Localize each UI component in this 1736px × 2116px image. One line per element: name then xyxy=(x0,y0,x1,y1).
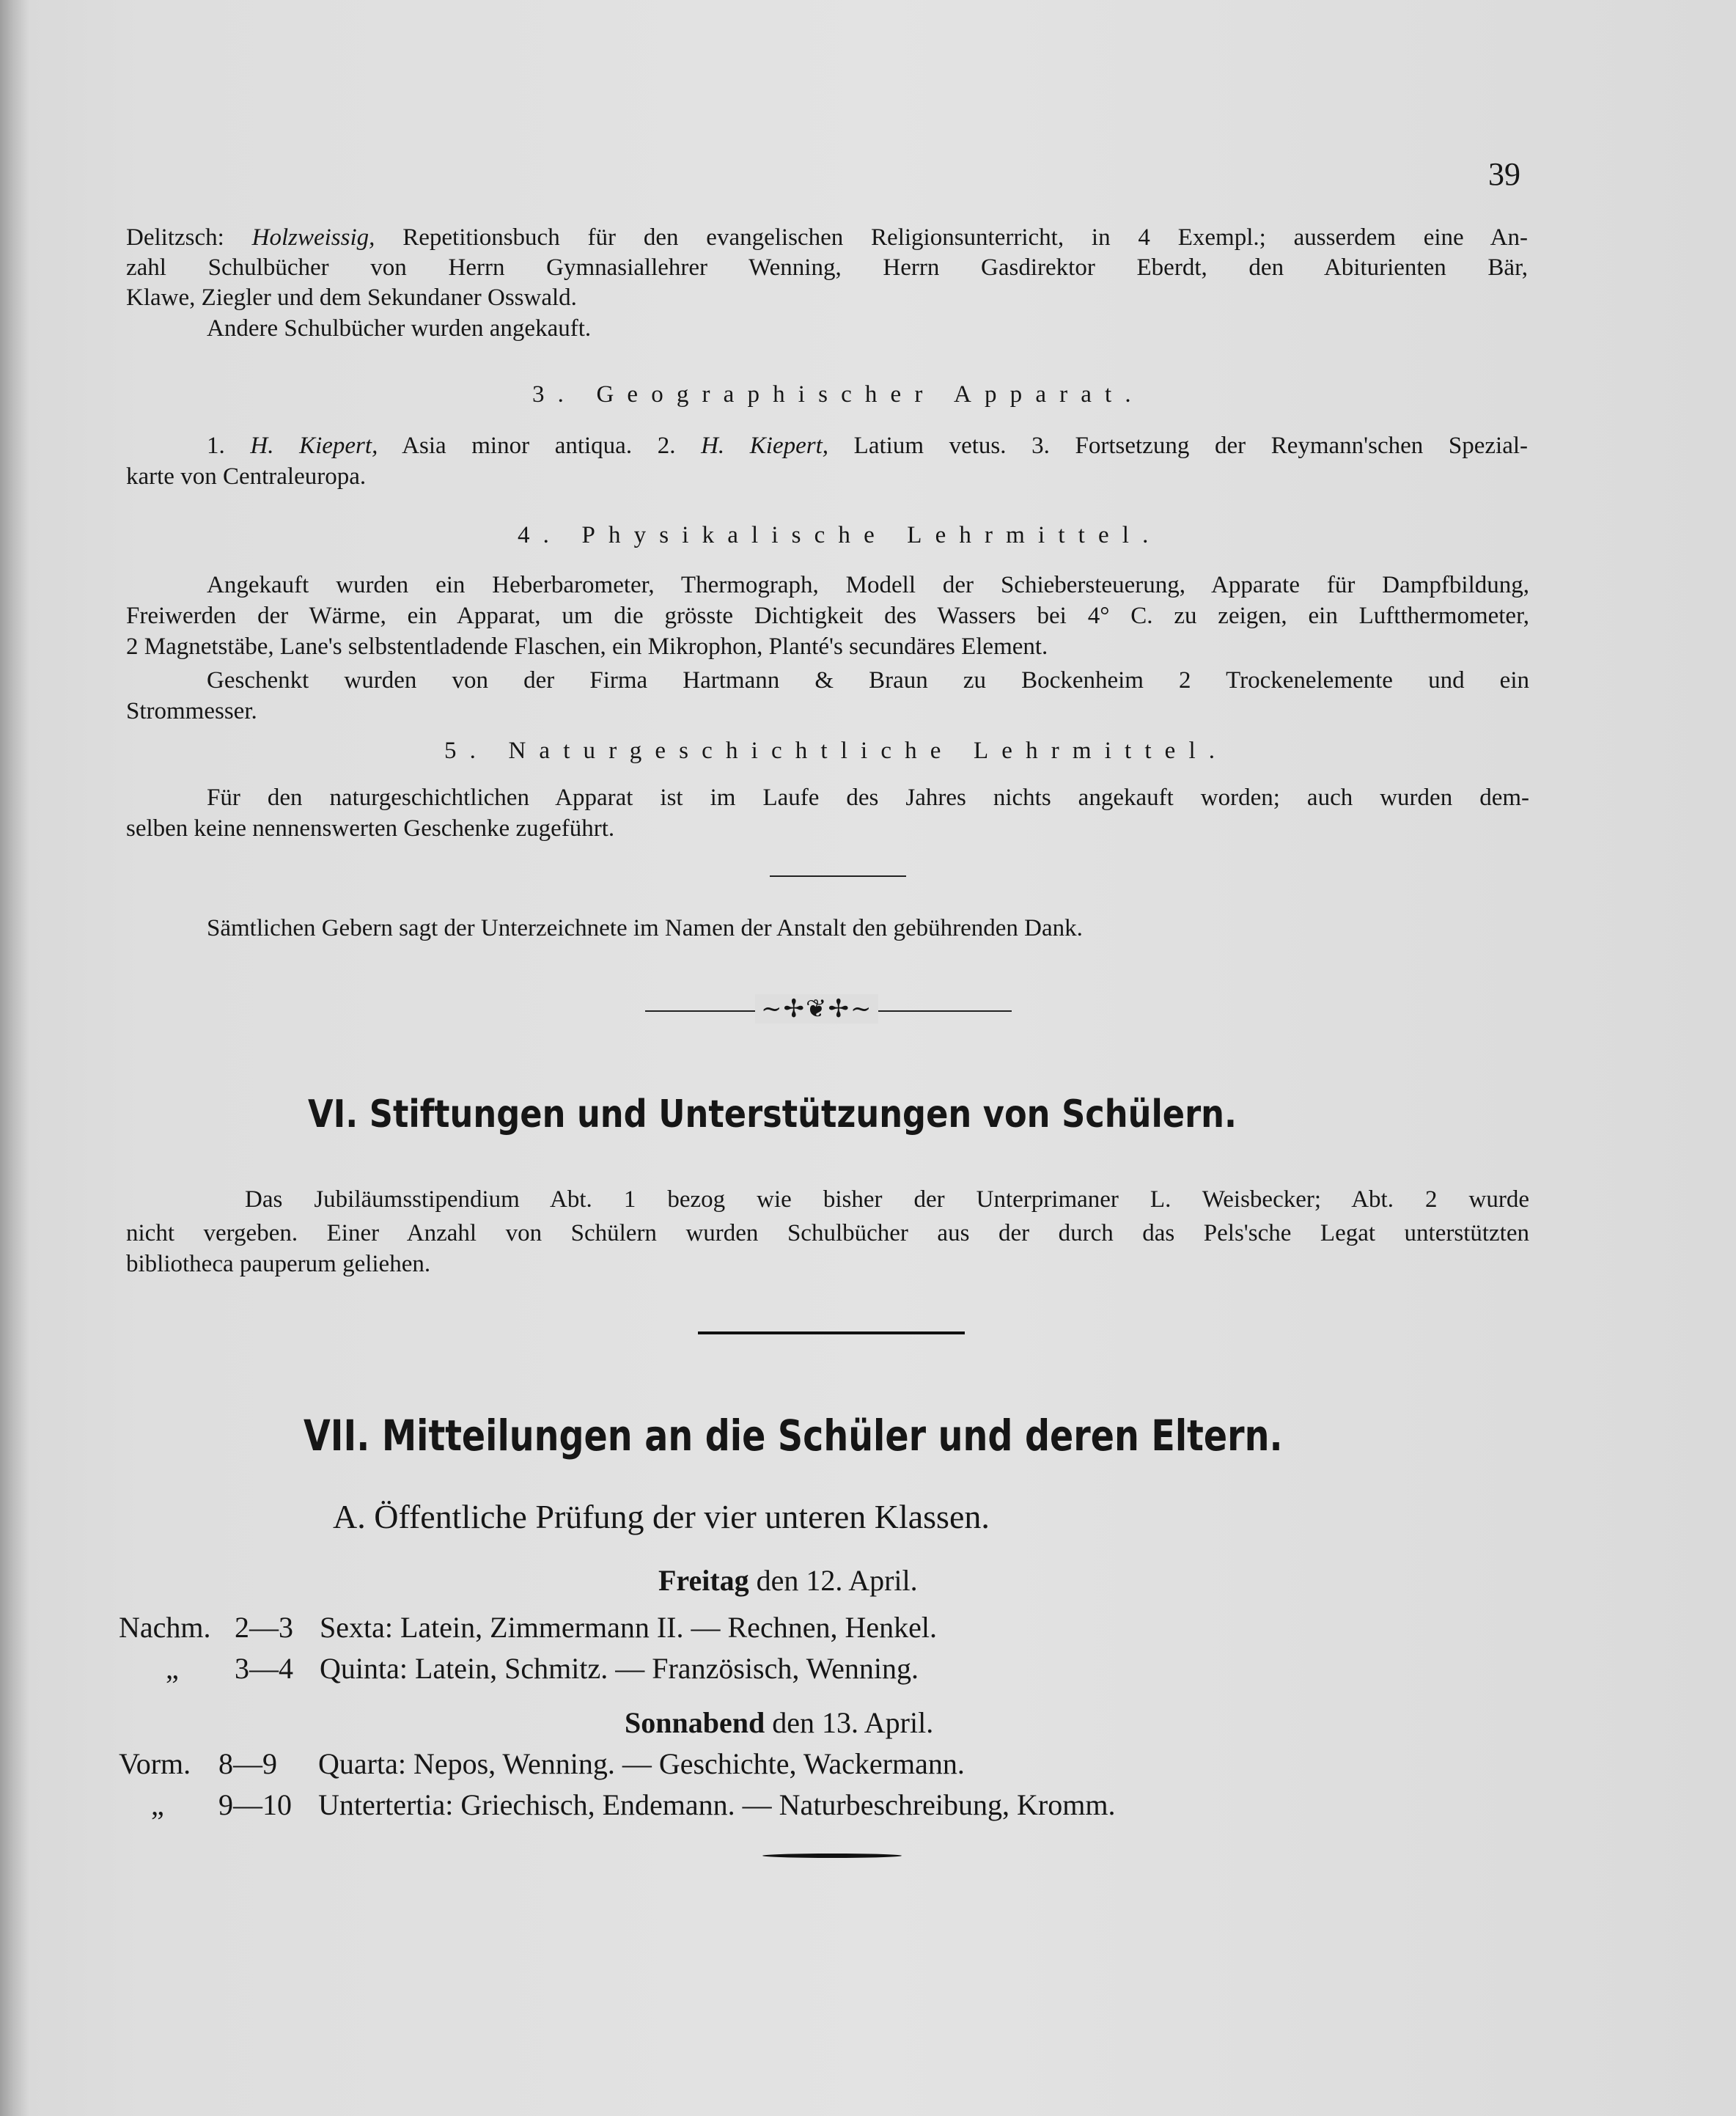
schedule-row-4-time: 9—10 xyxy=(218,1788,292,1821)
day-1-name: Freitag xyxy=(658,1564,749,1597)
section-4-line-2: Freiwerden der Wärme, ein Apparat, um die grösste Dichtigkeit des Wassers bei 4° C. zu zeigen, ein Luftthermometer, xyxy=(126,603,1529,629)
section-5-line-2: selben keine nennenswerten Geschenke zugeführt. xyxy=(126,815,615,842)
section-4-line-3: 2 Magnetstäbe, Lane's selbstentladende Flaschen, ein Mikrophon, Planté's secundäres Element. xyxy=(126,633,1048,660)
donations-text: Repetitionsbuch für den evangelischen Religionsunterricht, in 4 Exempl.; ausserdem eine An- xyxy=(402,224,1529,251)
section-vi-line-1: Das Jubiläumsstipendium Abt. 1 bezog wie bisher der Unterprimaner L. Weisbecker; Abt. 2 wurde xyxy=(245,1186,1529,1213)
schedule-row-2-time: 3—4 xyxy=(235,1652,293,1685)
section-divider xyxy=(698,1331,965,1334)
ornament-flourish: ~✢❦✢~ xyxy=(755,994,878,1024)
schedule-row-3-time: 8—9 xyxy=(218,1747,277,1780)
day-2-heading xyxy=(625,1705,933,1740)
day-1-heading xyxy=(658,1563,918,1598)
page-number: 39 xyxy=(1488,156,1520,192)
section-4-line-5: Strommesser. xyxy=(126,698,257,724)
schedule-row-1-label: Nachm. xyxy=(119,1611,211,1644)
schedule-row-3-text: Quarta: Nepos, Wenning. — Geschichte, Wackermann. xyxy=(318,1747,965,1780)
section-3-line-2: karte von Centraleuropa. xyxy=(126,463,367,490)
thanks-line: Sämtlichen Gebern sagt der Unterzeichnete im Namen der Anstalt den gebührenden Dank. xyxy=(207,915,1083,941)
section-4-line-4: Geschenkt wurden von der Firma Hartmann & Braun zu Bockenheim 2 Trockenelemente und ein xyxy=(207,667,1529,694)
end-divider xyxy=(762,1854,902,1858)
author-name: Holzweissig, xyxy=(251,224,375,251)
item-number: 1. xyxy=(207,433,225,459)
schedule-row-3-label: Vorm. xyxy=(119,1747,191,1780)
donations-line-2: zahl Schulbücher von Herrn Gymnasiallehrer Wenning, Herrn Gasdirektor Eberdt, den Abiturienten Bär, xyxy=(126,254,1528,281)
section-4-heading: 4. Physikalische Lehrmittel. xyxy=(518,522,1162,548)
map-title: Asia minor antiqua. 2. xyxy=(402,433,676,459)
section-3-heading: 3. Geographischer Apparat. xyxy=(532,381,1144,408)
short-divider xyxy=(770,875,906,877)
section-3-line-1 xyxy=(207,433,1528,460)
day-1-date: den 12. April. xyxy=(756,1564,918,1597)
section-5-heading: 5. Naturgeschichtliche Lehrmittel. xyxy=(444,738,1229,764)
schedule-row-1-time: 2—3 xyxy=(235,1611,293,1644)
section-5-line-1: Für den naturgeschichtlichen Apparat ist im Laufe des Jahres nichts angekauft worden; auch wurden dem- xyxy=(207,785,1529,811)
day-2-name: Sonnabend xyxy=(625,1706,765,1739)
schedule-row-2-label: „ xyxy=(166,1652,179,1685)
section-vi-title: VI. Stiftungen und Unterstützungen von Schülern. xyxy=(308,1092,1237,1136)
exam-subheading: A. Öffentliche Prüfung der vier unteren Klassen. xyxy=(333,1498,990,1535)
author-name: H. Kiepert, xyxy=(701,433,829,459)
schedule-row-4-label: „ xyxy=(151,1788,164,1821)
city-name: Delitzsch: xyxy=(126,224,224,251)
map-title: Latium vetus. 3. Fortsetzung der Reymann'schen Spezial- xyxy=(853,433,1529,459)
day-2-date: den 13. April. xyxy=(772,1706,934,1739)
section-vi-line-2: nicht vergeben. Einer Anzahl von Schülern wurden Schulbücher aus der durch das Pels'sche Legat unterstützten xyxy=(126,1220,1529,1246)
donations-line-1 xyxy=(126,224,1528,251)
author-name: H. Kiepert, xyxy=(250,433,378,459)
schedule-row-2-text: Quinta: Latein, Schmitz. — Französisch, Wenning. xyxy=(320,1652,919,1685)
schedule-row-4-text: Untertertia: Griechisch, Endemann. — Naturbeschreibung, Kromm. xyxy=(318,1788,1116,1821)
section-vii-title: VII. Mitteilungen an die Schüler und deren Eltern. xyxy=(304,1411,1283,1461)
section-vi-line-3: bibliotheca pauperum geliehen. xyxy=(126,1251,431,1277)
schedule-row-1-text: Sexta: Latein, Zimmermann II. — Rechnen, Henkel. xyxy=(320,1611,937,1644)
donations-line-3: Klawe, Ziegler und dem Sekundaner Osswald. xyxy=(126,284,577,311)
section-4-line-1: Angekauft wurden ein Heberbarometer, Thermograph, Modell der Schiebersteuerung, Apparate für Dampfbildung, xyxy=(207,572,1529,598)
donations-line-4: Andere Schulbücher wurden angekauft. xyxy=(207,315,592,342)
